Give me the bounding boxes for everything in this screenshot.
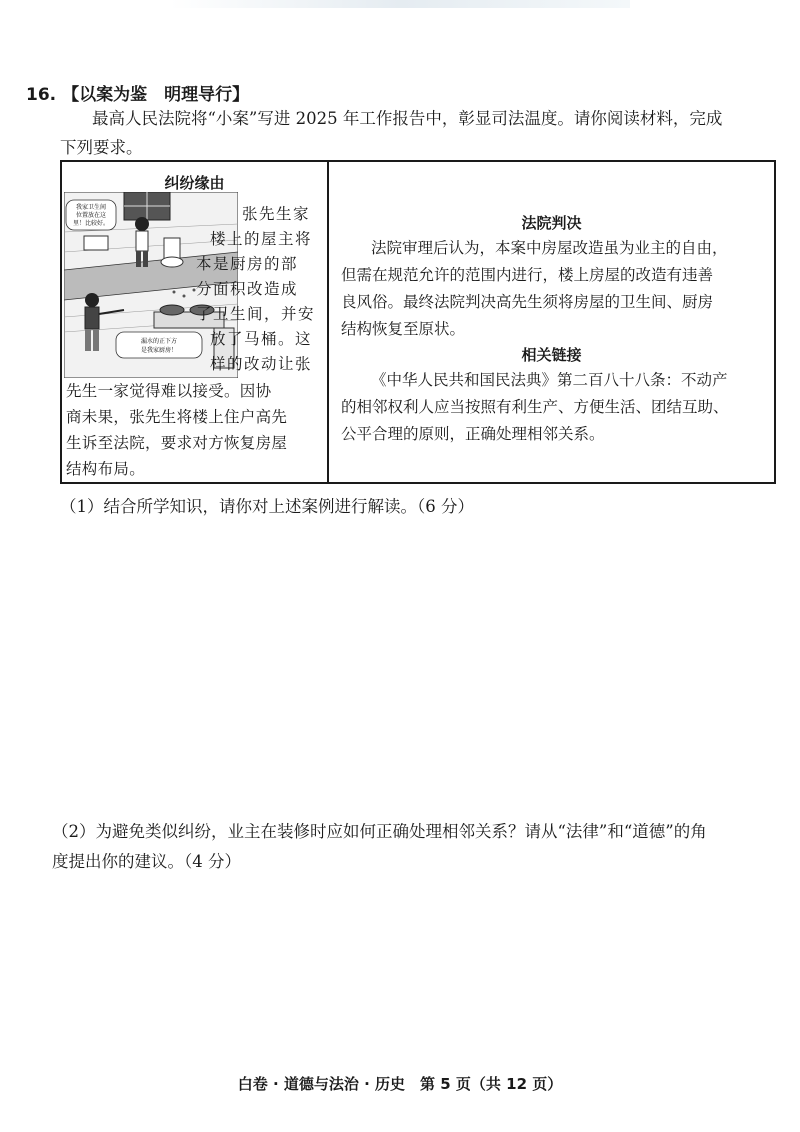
story-line: 样的改动让张 <box>210 355 313 373</box>
comic-bubble-bottom-line-1: 漏水的正下方 <box>140 338 178 345</box>
comic-bubble-top-line-2: 位置放在这 <box>75 212 107 219</box>
case-material-table <box>60 160 776 484</box>
comic-bubble-top-line-3: 里！比较好。 <box>72 220 110 227</box>
sub-question-2-line-1: （2）为避免类似纠纷，业主在装修时应如何正确处理相邻关系？请从“法律”和“道德”的角 <box>52 822 707 841</box>
sub-question-2 <box>52 817 792 877</box>
scan-edge-mark <box>170 0 630 8</box>
related-title: 相关链接 <box>521 346 582 364</box>
story-line: 了卫生间，并安 <box>196 305 316 323</box>
comic-bubble-bottom-line-2: 是我家厨房！ <box>140 347 178 354</box>
dispute-cell <box>62 162 329 482</box>
story-line: 商未果，张先生将楼上住户高先 <box>66 408 288 426</box>
judgment-cell <box>329 162 774 482</box>
judgment-line: 但需在规范允许的范围内进行，楼上房屋的改造有违善 <box>341 266 714 284</box>
intro-line-2: 下列要求。 <box>60 138 143 157</box>
related-line: 《中华人民共和国民法典》第二百八十八条：不动产 <box>371 371 728 389</box>
story-line: 张先生家 <box>242 205 311 223</box>
story-line: 放了马桶。这 <box>210 330 313 348</box>
intro-line-1: 最高人民法院将“小案”写进 2025 年工作报告中，彰显司法温度。请你阅读材料，完成 <box>92 109 723 128</box>
judgment-line: 法院审理后认为，本案中房屋改造虽为业主的自由， <box>371 239 728 257</box>
story-line: 楼上的屋主将 <box>210 230 313 248</box>
sub-question-2-line-2: 度提出你的建议。（4 分） <box>52 852 241 871</box>
question-header <box>26 80 249 105</box>
question-number: 16. <box>26 85 57 105</box>
related-text <box>341 367 771 448</box>
question-tag: 【以案为鉴 明理导行】 <box>62 85 250 105</box>
page-footer: 白卷 · 道德与法治 · 历史 第 5 页（共 12 页） <box>237 1075 563 1093</box>
judgment-line: 良风俗。最终法院判决高先生须将房屋的卫生间、厨房 <box>341 293 714 311</box>
judgment-text <box>341 235 771 343</box>
story-line: 分面积改造成 <box>196 280 299 298</box>
judgment-title: 法院判决 <box>521 214 582 232</box>
story-line: 先生一家觉得难以接受。因协 <box>66 382 272 400</box>
related-line: 的相邻权利人应当按照有利生产、方便生活、团结互助、 <box>341 398 729 416</box>
dispute-title: 纠纷缘由 <box>164 174 225 192</box>
story-line: 结构布局。 <box>66 460 146 478</box>
story-line: 本是厨房的部 <box>196 255 299 273</box>
question-intro <box>60 104 782 162</box>
related-line: 公平合理的原则，正确处理相邻关系。 <box>341 425 605 443</box>
sub-question-1: （1）结合所学知识，请你对上述案例进行解读。（6 分） <box>60 497 474 516</box>
story-line: 生诉至法院，要求对方恢复房屋 <box>66 434 288 452</box>
comic-bubble-top-line-1: 我家卫生间 <box>75 204 107 211</box>
judgment-line: 结构恢复至原状。 <box>341 320 466 338</box>
